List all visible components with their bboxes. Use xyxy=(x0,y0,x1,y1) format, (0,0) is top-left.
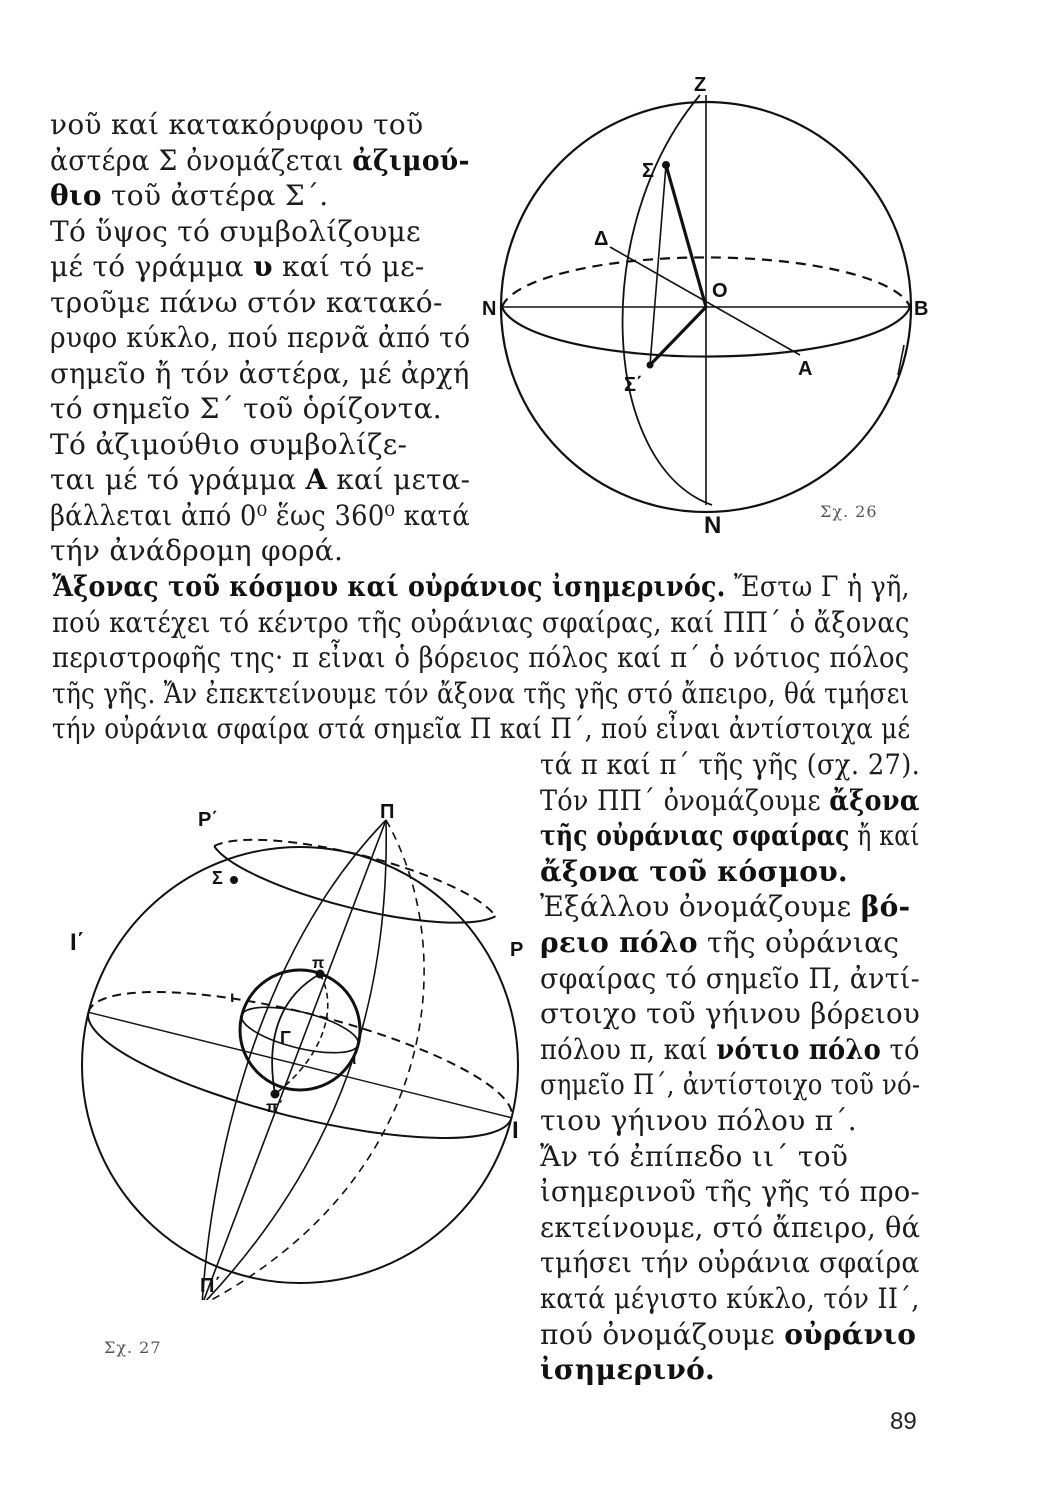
label-earth-n: π xyxy=(312,955,325,972)
text-line xyxy=(52,606,910,640)
text-line xyxy=(540,1104,857,1138)
text-run: πού κατέχει τό κέντρο τῆς οὐράνιας σφαίρας, καί ΠΠ΄ ὁ ἄξονας xyxy=(52,605,910,639)
text-run: ἤ καί xyxy=(849,819,920,853)
star-projection-point xyxy=(647,362,654,369)
text-line xyxy=(540,1353,715,1387)
text-run: τήν οὐράνια σφαίρα στά σημεῖα Π καί Π΄, πού εἶναι ἀντίστοιχα μέ xyxy=(52,712,911,745)
text-line xyxy=(540,1068,920,1102)
text-line xyxy=(50,250,425,284)
text-run: περιστροφῆς της· π εἶναι ὁ βόρειος πόλος καί π΄ ὁ νότιος πόλος xyxy=(52,641,910,674)
label-i-right: ι xyxy=(352,1051,357,1068)
text-run: ρυφο κύκλο, πού περνᾶ ἀπό τό xyxy=(50,321,471,354)
label-zenith: Z xyxy=(694,75,707,96)
bold-term: οὐράνιο xyxy=(784,1317,917,1351)
figure-26 xyxy=(480,75,940,545)
text-run: Ἄν τό ἐπίπεδο ιι΄ τοῦ xyxy=(540,1139,849,1173)
small-circle-back xyxy=(214,820,502,916)
text-line xyxy=(540,890,910,924)
text-run: τῆς οὐράνιας xyxy=(697,926,900,959)
label-i-left: ι xyxy=(230,989,235,1006)
bold-term: Α xyxy=(305,463,328,496)
figure-27 xyxy=(70,800,540,1300)
bold-term: ἄξονα τοῦ κόσμου. xyxy=(540,854,848,888)
text-run: πού ὀνομάζουμε xyxy=(540,1317,785,1351)
text-run: ἀστέρα Σ ὀνομάζεται xyxy=(50,143,353,177)
text-line xyxy=(540,962,920,996)
star-vertical-segment xyxy=(650,165,666,365)
text-line xyxy=(540,855,848,889)
text-run: τήν ἀνάδρομη φορά. xyxy=(50,534,344,567)
label-pole-s: Π΄ xyxy=(200,1275,222,1297)
bold-term: ρειο πόλο xyxy=(540,926,698,959)
vertical-circle-arc xyxy=(623,95,712,505)
star-point-27 xyxy=(230,876,238,884)
text-run: τμήσει τήν οὐράνια σφαίρα xyxy=(540,1246,920,1280)
text-run: στοιχο τοῦ γήινου βόρειου xyxy=(540,997,921,1031)
text-line xyxy=(540,997,920,1031)
bold-term: βό- xyxy=(860,890,911,924)
figure-27-caption: Σχ. 27 xyxy=(104,1338,162,1357)
label-pole-n-prime: P΄ xyxy=(198,809,218,831)
label-delta: Δ xyxy=(594,228,609,250)
text-run: κατά μέγιστο κύκλο, τόν ΙΙ΄, xyxy=(540,1282,920,1315)
label-east: B xyxy=(914,298,929,320)
label-star-27: Σ xyxy=(212,868,223,888)
text-run: ἰσημερινοῦ τῆς γῆς τό προ- xyxy=(540,1175,920,1209)
text-line xyxy=(540,1033,920,1067)
text-run: τιου γήινου πόλου π΄. xyxy=(540,1104,857,1137)
bold-term: ἀζιμού- xyxy=(352,143,470,177)
text-line xyxy=(50,499,470,533)
text-line xyxy=(50,108,423,142)
text-line xyxy=(540,819,920,853)
meridian-right-dashed xyxy=(202,820,424,1300)
label-eq-left: I΄ xyxy=(70,929,85,956)
text-run: τό xyxy=(881,1032,920,1066)
text-line xyxy=(540,784,920,818)
label-p-right: P xyxy=(510,939,524,961)
text-run: σημεῖο ἤ τόν ἀστέρα, μέ ἀρχή xyxy=(50,356,470,390)
bold-term: νότιο πόλο xyxy=(716,1032,882,1066)
label-earth-s: π΄ xyxy=(266,1099,284,1116)
text-run: νοῦ καί κατακόρυφου τοῦ xyxy=(50,108,424,141)
text-run: τροῦμε πάνω στόν κατακό- xyxy=(50,285,443,319)
star-point xyxy=(662,161,670,169)
text-line xyxy=(52,641,910,675)
text-run: Τόν ΠΠ΄ ὀνομάζουμε xyxy=(540,783,830,817)
text-line xyxy=(50,215,421,249)
text-run: βάλλεται ἀπό 0⁰ ἕως 360⁰ κατά xyxy=(50,498,470,532)
label-nadir: N xyxy=(704,512,722,539)
bold-term: θιο xyxy=(50,179,102,212)
text-line xyxy=(50,286,443,320)
text-line xyxy=(540,1140,848,1174)
text-line xyxy=(540,1175,920,1209)
label-earth-center: Γ xyxy=(280,1028,291,1048)
label-pole-n: Π xyxy=(380,801,395,823)
text-line xyxy=(540,1211,920,1245)
figure-26-diagram xyxy=(480,75,940,545)
label-star: Σ xyxy=(642,160,655,182)
text-run: σημεῖο Π΄, ἀντίστοιχο τοῦ νό- xyxy=(540,1068,921,1102)
label-center: O xyxy=(712,280,728,302)
bold-term: ἰσημερινό. xyxy=(540,1353,716,1387)
page-number: 89 xyxy=(890,1408,917,1435)
text-line xyxy=(540,1318,916,1352)
text-run: μέ τό γράμμα xyxy=(50,250,254,283)
text-run: καί τό με- xyxy=(272,250,425,283)
text-run: Τό ὕψος τό συμβολίζουμε xyxy=(50,214,421,248)
figure-27-diagram xyxy=(70,800,540,1300)
equator-diameter xyxy=(88,1012,511,1117)
bold-term: υ xyxy=(253,250,273,283)
label-eq-right: I xyxy=(512,1117,519,1144)
equator-back xyxy=(88,962,524,1118)
text-line xyxy=(52,677,910,711)
text-line xyxy=(50,357,470,391)
text-run: τῆς γῆς. Ἄν ἐπεκτείνουμε τόν ἄξονα τῆς γῆς στό ἄπειρο, θά τμήσει xyxy=(52,676,910,710)
star-line xyxy=(666,165,706,307)
text-run: τά π καί π΄ τῆς γῆς (σχ. 27). xyxy=(540,748,921,781)
earth-south-pole xyxy=(271,1090,280,1099)
text-run: σφαίρας τό σημεῖο Π, ἀντί- xyxy=(540,961,921,995)
text-line xyxy=(50,534,343,568)
text-line xyxy=(50,428,407,462)
text-line xyxy=(540,1282,920,1316)
text-run: Τό ἀζιμούθιο συμβολίζε- xyxy=(50,427,408,461)
text-line xyxy=(540,748,920,782)
text-run: πόλου π, καί xyxy=(540,1032,717,1066)
text-line xyxy=(52,570,910,604)
bold-term: τῆς οὐράνιας σφαίρας xyxy=(540,819,850,853)
text-line xyxy=(540,926,899,960)
text-run: τό σημεῖο Σ΄ τοῦ ὁρίζοντα. xyxy=(50,392,442,425)
text-line xyxy=(52,712,910,746)
text-run: καί μετα- xyxy=(327,463,471,496)
label-azimuth: A xyxy=(798,358,813,380)
bold-term: Ἄξονας τοῦ κόσμου καί οὐράνιος ἰσημερινός. xyxy=(52,570,726,603)
earth-equator xyxy=(237,998,362,1062)
text-line xyxy=(50,463,470,497)
text-line xyxy=(540,1246,920,1280)
text-run: εκτείνουμε, στό ἄπειρο, θά xyxy=(540,1210,921,1244)
text-run: ται μέ τό γράμμα xyxy=(50,463,306,496)
label-star-proj: Σ΄ xyxy=(624,374,643,396)
text-run: Ἔστω Γ ἡ γῆ, xyxy=(725,570,910,603)
text-line xyxy=(50,144,470,178)
label-north: N xyxy=(482,298,497,320)
text-line xyxy=(50,321,470,355)
text-run: Ἐξάλλου ὀνομάζουμε xyxy=(540,890,861,924)
text-run: τοῦ ἀστέρα Σ΄. xyxy=(101,179,329,212)
text-line xyxy=(50,392,442,426)
bold-term: ἄξονα xyxy=(829,783,920,817)
figure-26-caption: Σχ. 26 xyxy=(820,502,878,521)
text-line xyxy=(50,179,328,213)
